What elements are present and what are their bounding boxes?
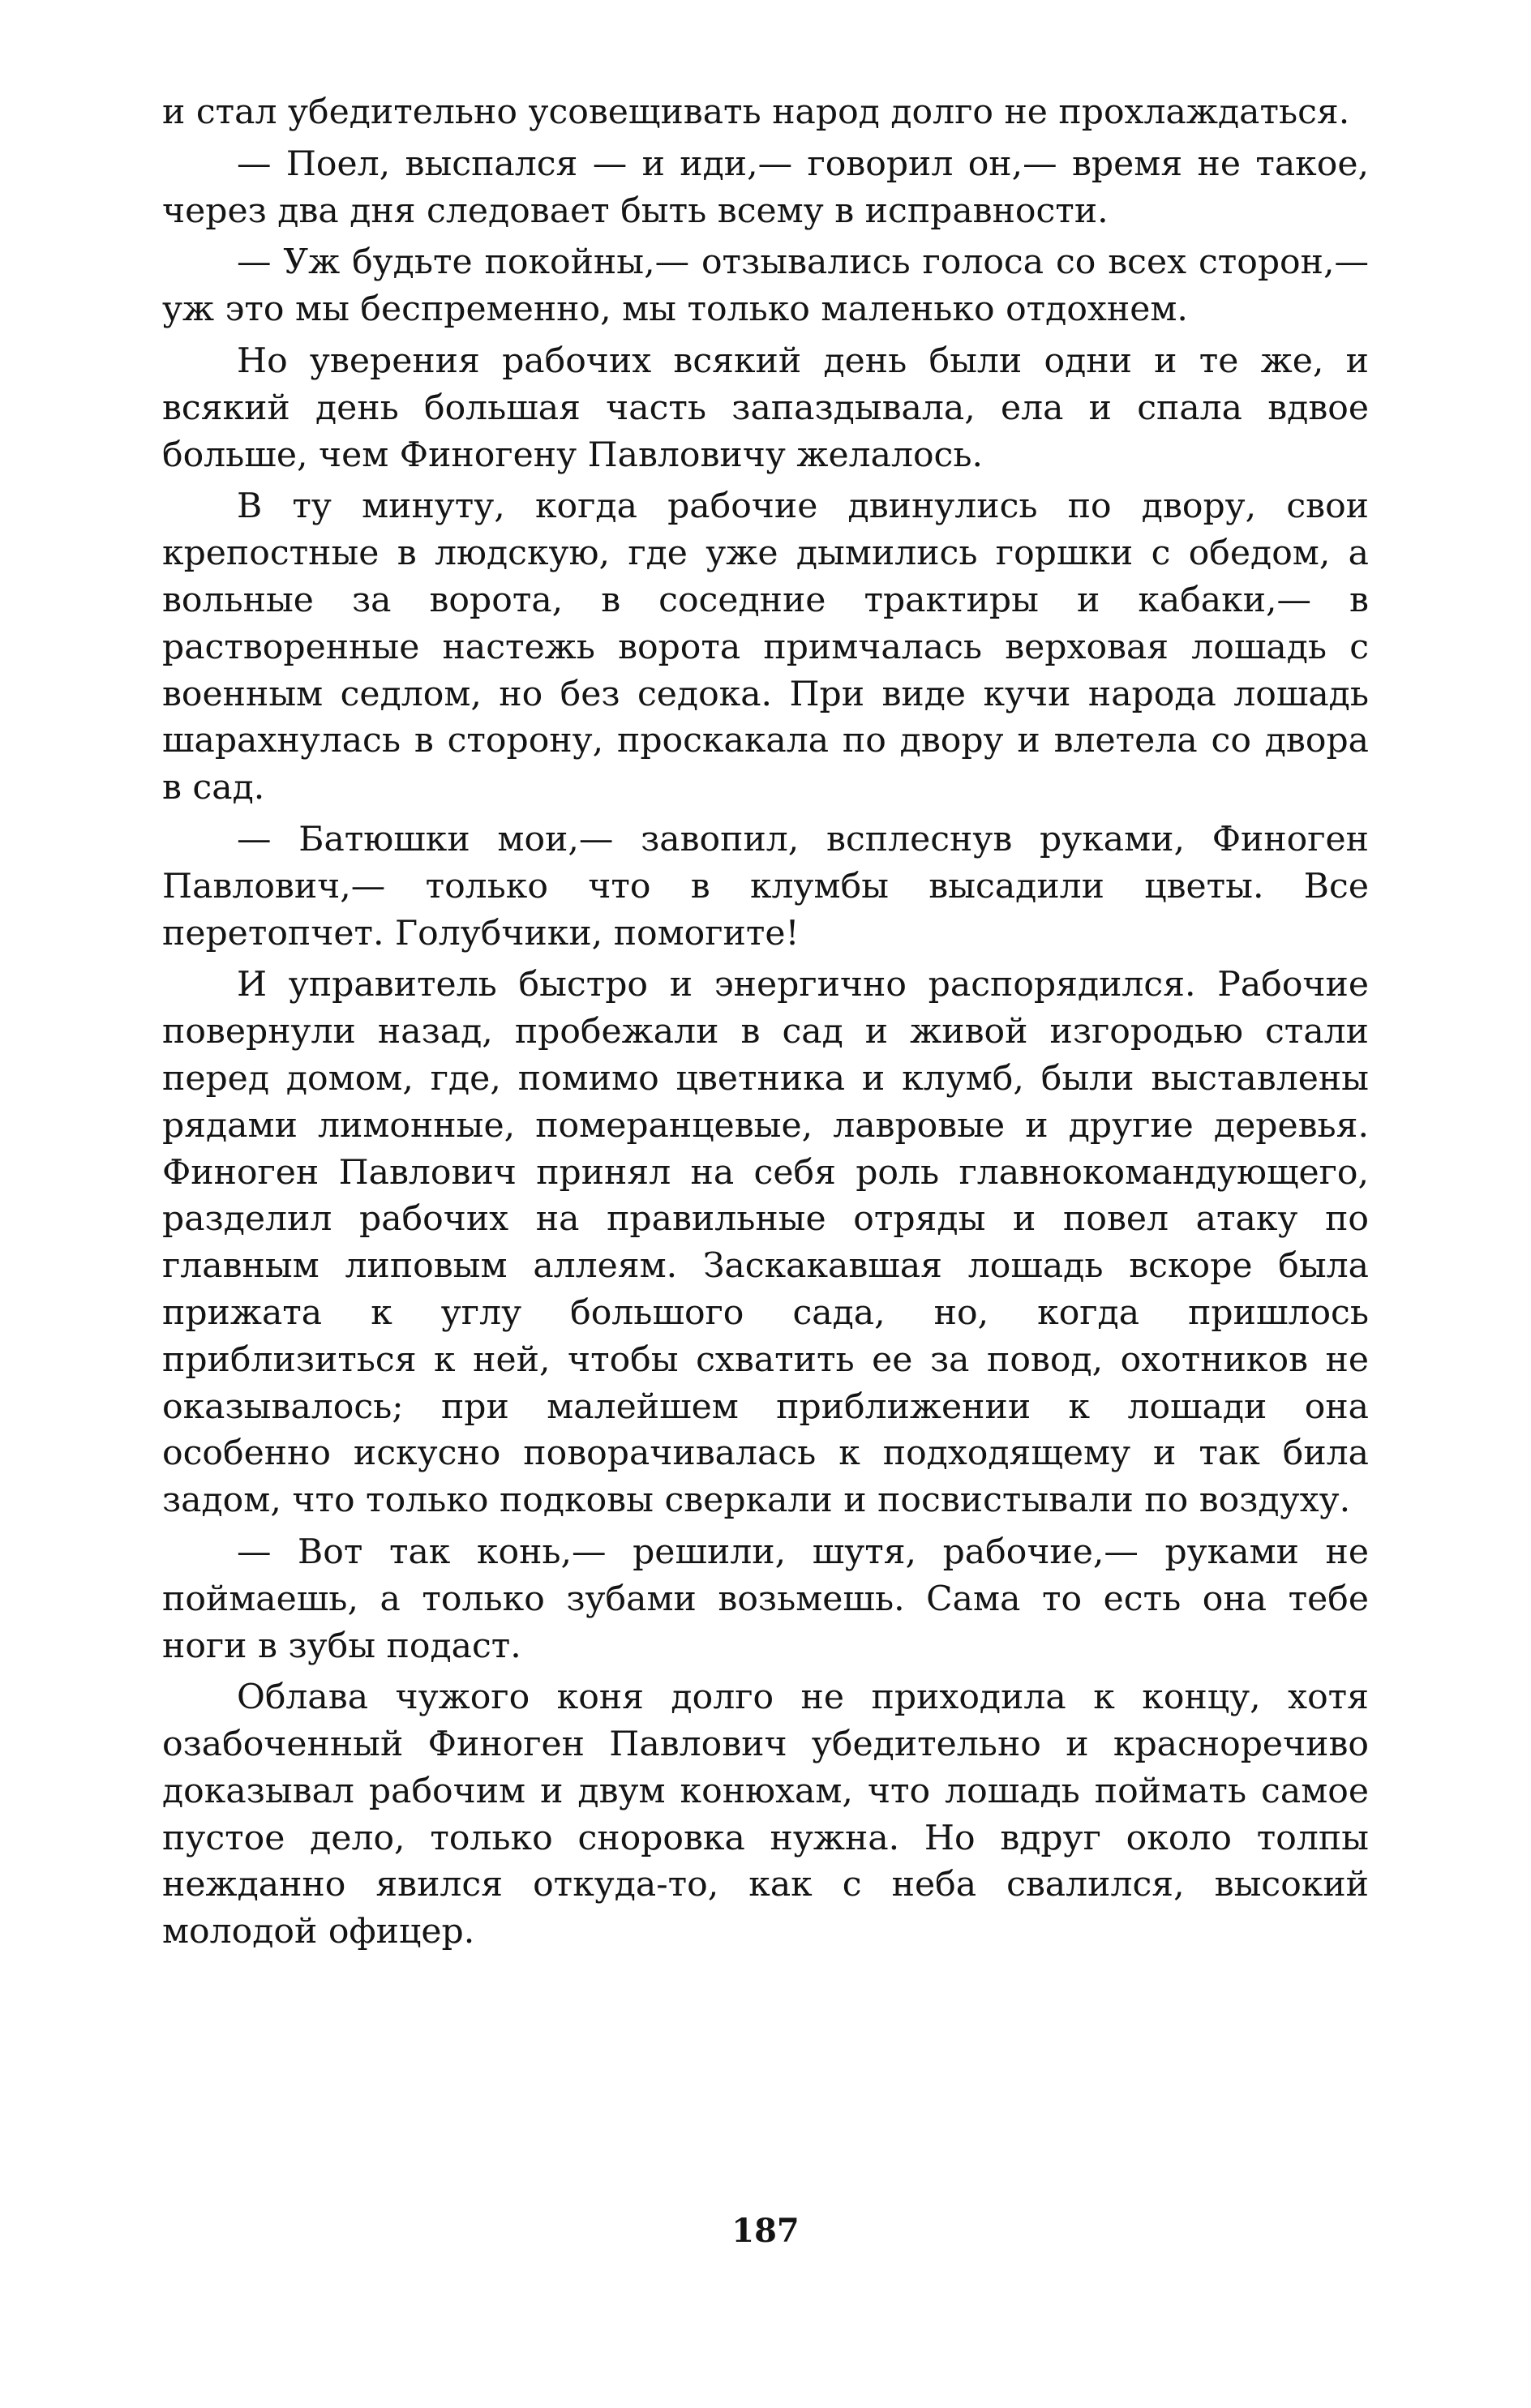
paragraph-9: Облава чужого коня долго не приходила к концу, хотя озабоченный Финоген Павлович убедительно и красноречиво доказывал рабочим и двум конюхам, что лошадь поймать самое пустое дело, только сноровка нужна. Но вдруг около толпы нежданно явился откуда-то, как с неба свалился, высокий молодой офицер. bbox=[162, 1677, 1369, 1952]
paragraph-5: В ту минуту, когда рабочие двинулись по двору, свои крепостные в людскую, где уже дымились горшки с обедом, а вольные за ворота, в соседние трактиры и кабаки,— в растворенные настежь ворота примчалась верховая лошадь с военным седлом, но без седока. При виде кучи народа лошадь шарахнулась в сторону, проскакала по двору и влетела со двора в сад. bbox=[162, 486, 1369, 808]
paragraph-4: Но уверения рабочих всякий день были одни и те же, и всякий день большая часть запаздывала, ела и спала вдвое больше, чем Финогену Павловичу желалось. bbox=[162, 341, 1369, 475]
paragraph-6: — Батюшки мои,— завопил, всплеснув руками, Финоген Павлович,— только что в клумбы высадили цветы. Все перетопчет. Голубчики, помогите! bbox=[162, 819, 1369, 953]
paragraph-1: и стал убедительно усовещивать народ долго не прохлаждаться. bbox=[162, 92, 1350, 132]
paragraph-8: — Вот так конь,— решили, шутя, рабочие,— руками не поймаешь, а только зубами возьмешь. Сама то есть она тебе ноги в зубы подаст. bbox=[162, 1532, 1369, 1666]
paragraph-3: — Уж будьте покойны,— отзывались голоса со всех сторон,— уж это мы беспременно, мы только маленько отдохнем. bbox=[162, 242, 1369, 330]
page-body bbox=[162, 89, 1369, 1960]
page-number: 187 bbox=[731, 2212, 800, 2250]
paragraph-7: И управитель быстро и энергично распорядился. Рабочие повернули назад, пробежали в сад и живой изгородью стали перед домом, где, помимо цветника и клумб, были выставлены рядами лимонные, померанцевые, лавровые и другие деревья. Финоген Павлович принял на себя роль главнокомандующего, разделил рабочих на правильные отряды и повел атаку по главным липовым аллеям. Заскакавшая лошадь вскоре была прижата к углу большого сада, но, когда пришлось приблизиться к ней, чтобы схватить ее за повод, охотников не оказывалось; при малейшем приближении к лошади она особенно искусно поворачивалась к подходящему и так била задом, что только подковы сверкали и посвистывали по воздуху. bbox=[162, 965, 1369, 1521]
paragraph-2: — Поел, выспался — и иди,— говорил он,— время не такое, через два дня следовает быть всему в исправности. bbox=[162, 144, 1369, 231]
